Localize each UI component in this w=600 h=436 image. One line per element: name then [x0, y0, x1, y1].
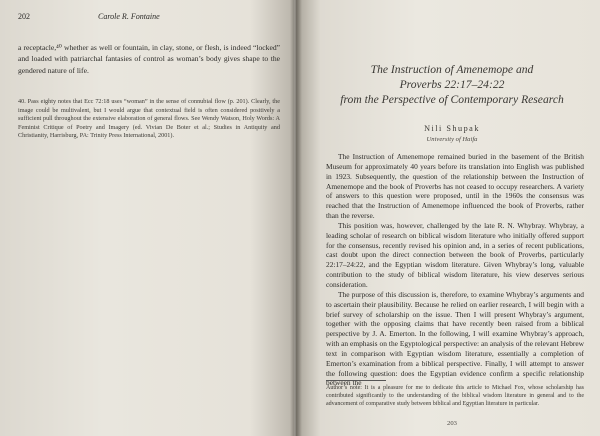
left-body-text [18, 42, 280, 76]
footnote-rule [326, 380, 386, 381]
body-paragraph-2: This position was, however, challenged by the late R. N. Whybray. Whybray, a leading scholar of research on biblical wisdom literature who initially offered support for the consensus, recently revised his opinion and, in a series of recent publications, cast doubt upon the direct connection between the book of Proverbs, particularly 22:17–24:22, and the Egyptian wisdom literature. Given Whybray’s long, valuable contribution to the study of biblical wisdom literature, his view deserves serious consideration. [326, 220, 584, 289]
left-paragraph: a receptacle,⁴⁰ whether as well or fountain, in clay, stone, or flesh, is indeed “locked” and loaded with patriarchal fantasies of control as woman’s body gives shape to the gendered nature of life. [18, 43, 280, 75]
article-author: Nili Shupak [424, 124, 480, 133]
author-note-text: Author’s note: It is a pleasure for me to dedicate this article to Michael Fox, whose scholarship has contributed significantly to the understanding of the biblical wisdom literature in general and to the advancement of comparative study between biblical and Egyptian literature in particular. [326, 385, 584, 408]
author-note [326, 384, 584, 409]
title-line-1: The Instruction of Amenemope and [370, 63, 534, 76]
article-title [316, 62, 588, 107]
book-gutter [290, 0, 302, 436]
right-body-text [326, 152, 584, 388]
running-head: Carole R. Fontaine [98, 12, 160, 21]
footnote-text: 40. Pass eighty notes that Ecc 72:18 uses “woman” in the sense of connubial flow (p. 201). Clearly, the image could be multivalent, but I would argue that contextual field is often considered positively a sufficient pull throughout the extensive elaboration of general flows. See Wendy Watson, Holy Words: A Feminist Critique of Poetry and Imagery (ed. Vivian De Boter et al.; Studies in Antiquity and Christianity, Harrisburg, PA: Trinity Press International, 2001). [18, 98, 280, 140]
left-page [0, 0, 294, 436]
body-paragraph-3: The purpose of this discussion is, therefore, to examine Whybray’s arguments and to ascertain their plausibility. Because he relied on earlier research, I will begin with a brief survey of scholarship on the issue. Then I will present Whybray’s argument, together with the opposing claims that have recently been raised from a biblical perspective by J. A. Emerton. In the following, I will examine Whybray’s approach, with an emphasis on the Egyptological perspective: an analysis of the relevant Hebrew text in comparison with Egyptian wisdom literature, essentially a completion of Emerton’s examination from a biblical perspective. Finally, I will attempt to answer the following question: does the Egyptian evidence confirm a specific relationship between the [326, 289, 584, 388]
title-line-3: from the Perspective of Contemporary Research [340, 93, 564, 106]
left-page-number: 202 [18, 12, 30, 21]
author-affiliation: University of Haifa [426, 136, 478, 143]
left-page-header [18, 12, 282, 26]
left-footnote [18, 98, 280, 141]
right-page [296, 0, 600, 436]
body-paragraph-1: The Instruction of Amenemope remained buried in the basement of the British Museum for approximately 40 years before its translation into English was published in 1923. Subsequently, the question of the relationship between the Instruction of Amenemope and the book of Proverbs has not ceased to occupy researchers. A variety of answers to this question were proposed, until in the 1960s the consensus was reached that the Instruction of Amenemope influenced the book of Proverbs, rather than the reverse. [326, 152, 584, 221]
title-line-2: Proverbs 22:17–24:22 [399, 78, 505, 91]
right-page-number: 203 [447, 420, 457, 427]
